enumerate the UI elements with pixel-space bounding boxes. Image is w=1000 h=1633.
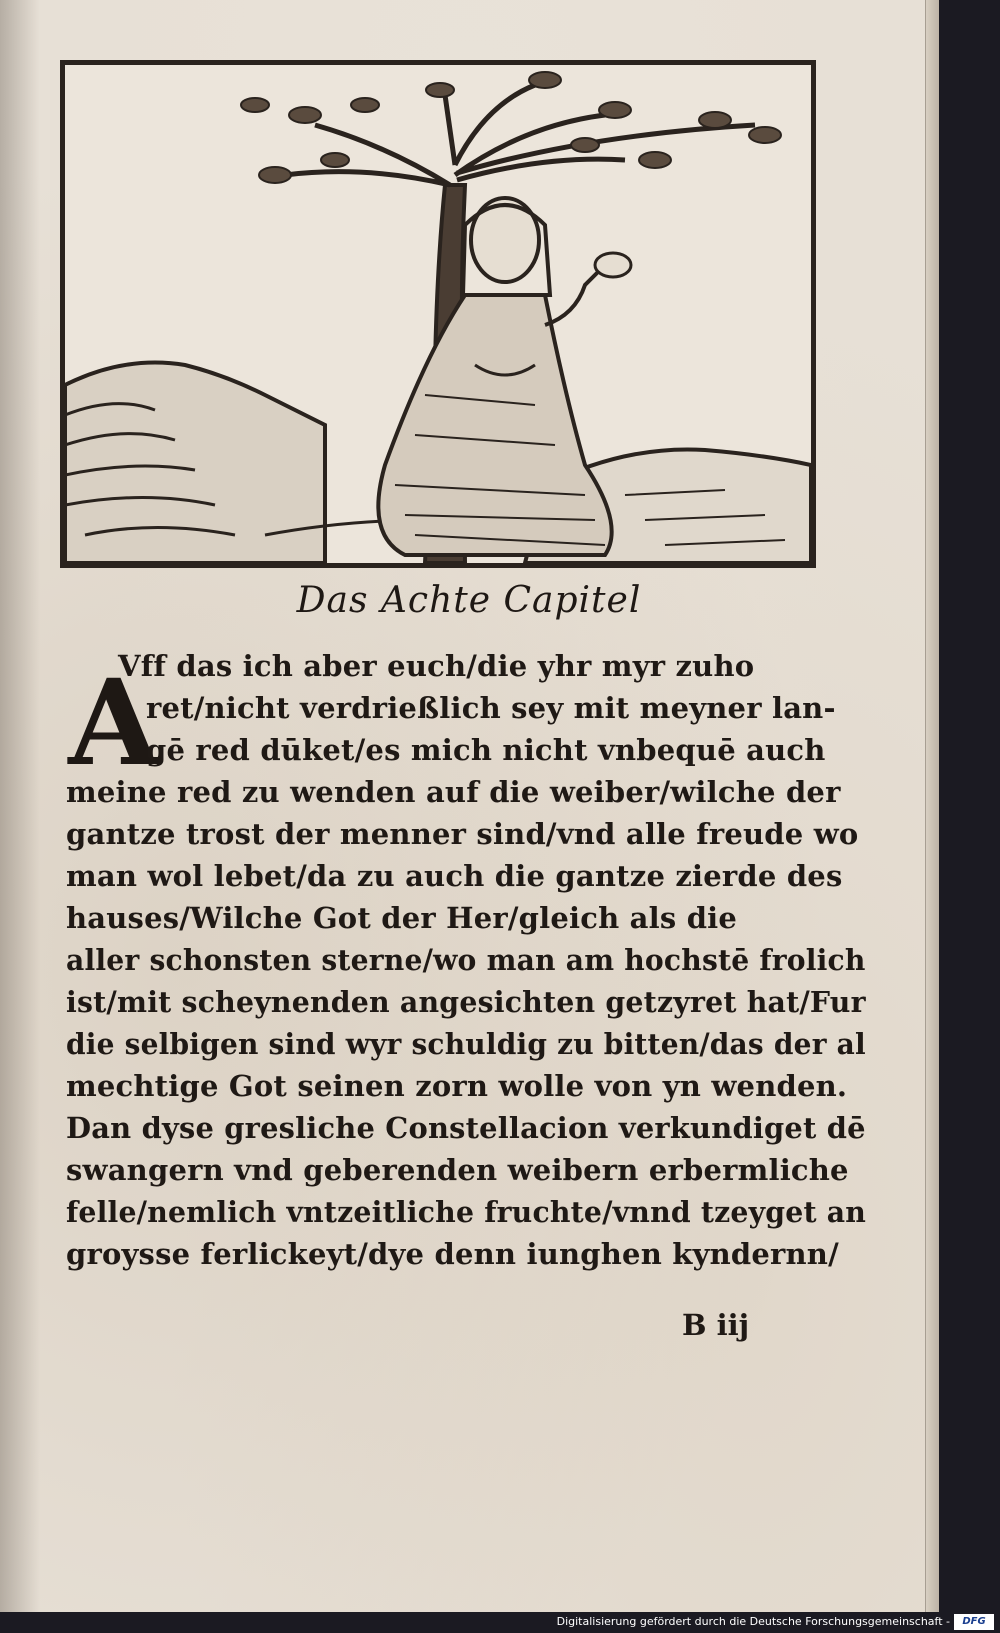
signature-mark: B iij bbox=[682, 1308, 750, 1342]
text-line: ret/nicht verdrießlich sey mit meyner lan- bbox=[146, 691, 836, 725]
text-line: gantze trost der menner sind/vnd alle freude wo bbox=[66, 817, 859, 851]
text-line: hauses/Wilche Got der Her/gleich als die bbox=[66, 901, 738, 935]
text-line: felle/nemlich vntzeitliche fruchte/vnnd tzeyget an bbox=[66, 1195, 867, 1229]
page-edge bbox=[925, 0, 939, 1612]
text-line: mechtige Got seinen zorn wolle von yn wenden. bbox=[66, 1069, 848, 1103]
drop-cap-initial: A bbox=[68, 653, 160, 792]
text-line: Vff das ich aber euch/die yhr myr zuho bbox=[118, 649, 755, 683]
woodcut-illustration bbox=[60, 60, 816, 568]
text-line: Dan dyse gresliche Constellacion verkundiget dē bbox=[66, 1111, 866, 1145]
text-line: swangern vnd geberenden weibern erbermliche bbox=[66, 1153, 849, 1187]
page-gutter-shadow bbox=[0, 0, 40, 1612]
text-line: ist/mit scheynenden angesichten getzyret hat/Fur bbox=[66, 985, 866, 1019]
footer-bar bbox=[0, 1612, 1000, 1633]
text-line: die selbigen sind wyr schuldig zu bitten/das der al bbox=[66, 1027, 866, 1061]
funding-notice: Digitalisierung gefördert durch die Deutsche Forschungsgemeinschaft - bbox=[556, 1615, 950, 1628]
text-line: gē red dūket/es mich nicht vnbequē auch bbox=[146, 733, 826, 767]
dfg-logo-icon: DFG bbox=[954, 1614, 994, 1630]
text-line: meine red zu wenden auf die weiber/wilche der bbox=[66, 775, 841, 809]
chapter-heading: Das Achte Capitel bbox=[296, 580, 642, 621]
text-line: man wol lebet/da zu auch die gantze zierde des bbox=[66, 859, 843, 893]
text-line: aller schonsten sterne/wo man am hochstē frolich bbox=[66, 943, 866, 977]
woodcut-drawing bbox=[65, 65, 811, 563]
text-line: groysse ferlickeyt/dye denn iunghen kyndernn/ bbox=[66, 1237, 839, 1271]
